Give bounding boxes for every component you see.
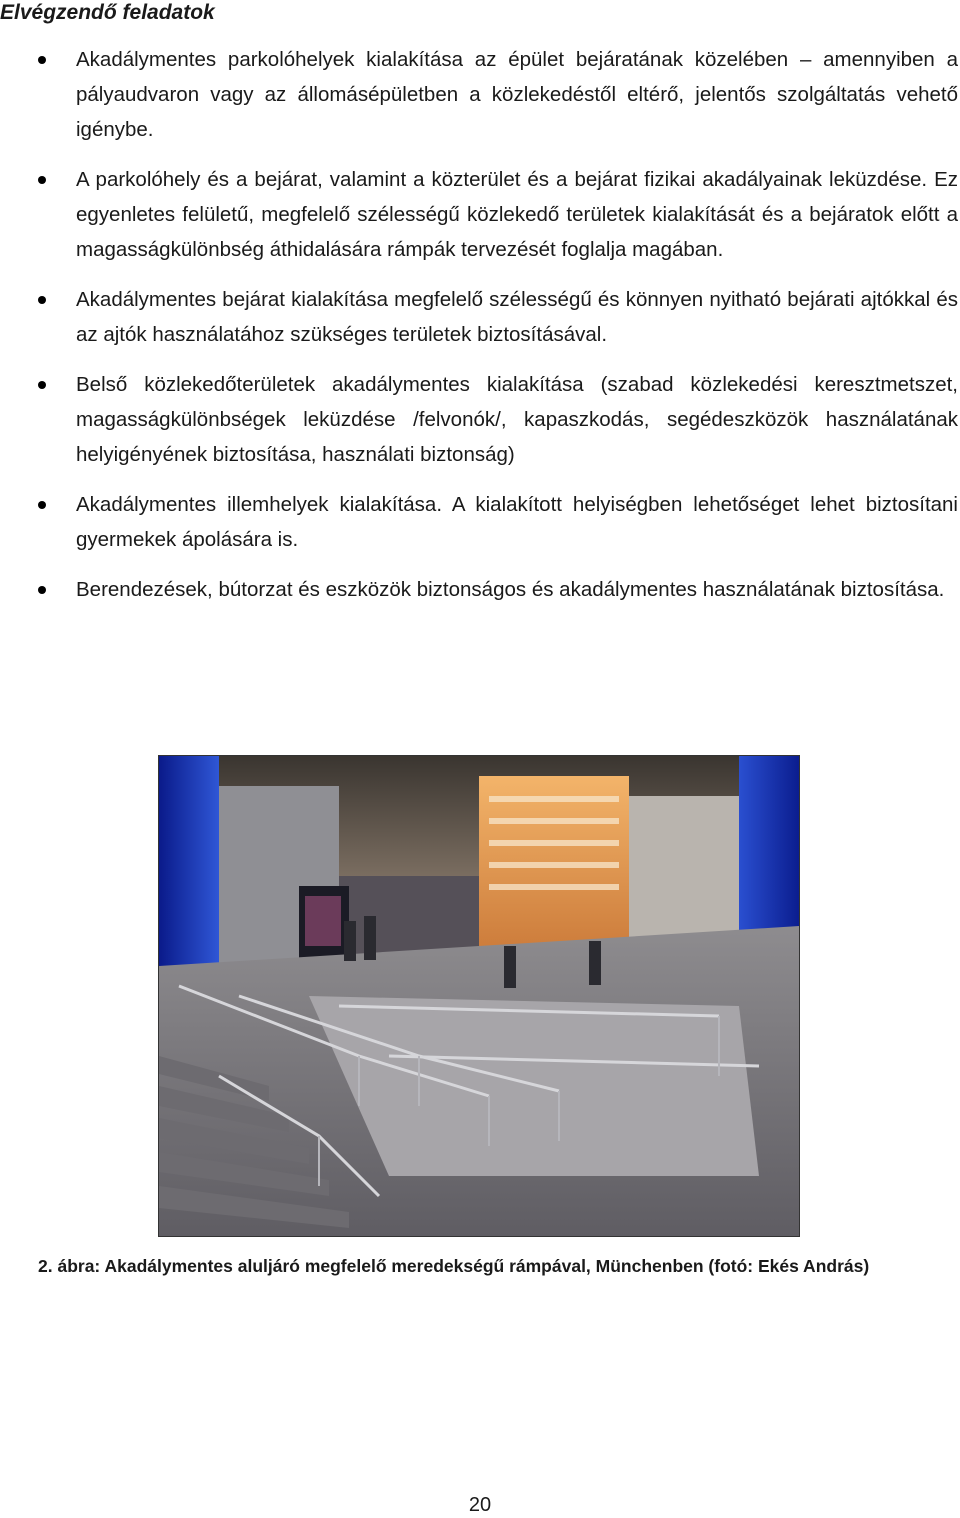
list-item-text: A parkolóhely és a bejárat, valamint a közterület és a bejárat fizikai akadályainak leküzdése. Ez egyenletes felületű, megfelelő szélességű közlekedő területek kialakítását és a bejáratok előtt a magasságkülönbség áthidalására rámpák tervezését foglalja magában. (76, 168, 958, 261)
underpass-ramp-photo (158, 755, 800, 1237)
bullet-icon (38, 586, 46, 594)
bullet-icon (38, 381, 46, 389)
bullet-icon (38, 56, 46, 64)
list-item (0, 282, 958, 352)
figure-caption: 2. ábra: Akadálymentes aluljáró megfelelő meredekségű rámpával, Münchenben (fotó: Ekés András) (38, 1256, 870, 1276)
bullet-icon (38, 296, 46, 304)
page-number: 20 (468, 1494, 492, 1516)
list-item (0, 42, 958, 147)
section-heading: Elvégzendő feladatok (0, 1, 215, 24)
list-item (0, 572, 958, 607)
list-item-text: Berendezések, bútorzat és eszközök biztonságos és akadálymentes használatának biztosítása. (76, 578, 945, 601)
list-item-text: Akadálymentes illemhelyek kialakítása. A kialakított helyiségben lehetőséget lehet biztosítani gyermekek ápolására is. (76, 493, 958, 551)
list-item (0, 162, 958, 267)
task-list (0, 42, 958, 622)
list-item-text: Akadálymentes bejárat kialakítása megfelelő szélességű és könnyen nyitható bejárati ajtókkal és az ajtók használatához szükséges területek biztosításával. (76, 288, 958, 346)
bullet-icon (38, 501, 46, 509)
list-item-text: Belső közlekedőterületek akadálymentes kialakítása (szabad közlekedési keresztmetszet, magasságkülönbségek leküzdése /felvonók/, kapaszkodás, segédeszközök használatának helyigényének biztosítása, használati biztonság) (76, 373, 958, 466)
list-item (0, 367, 958, 472)
bullet-icon (38, 176, 46, 184)
list-item (0, 487, 958, 557)
list-item-text: Akadálymentes parkolóhelyek kialakítása az épület bejáratának közelében – amennyiben a pályaudvaron vagy az állomásépületben a közlekedéstől eltérő, jelentős szolgáltatás vehető igénybe. (76, 48, 958, 141)
